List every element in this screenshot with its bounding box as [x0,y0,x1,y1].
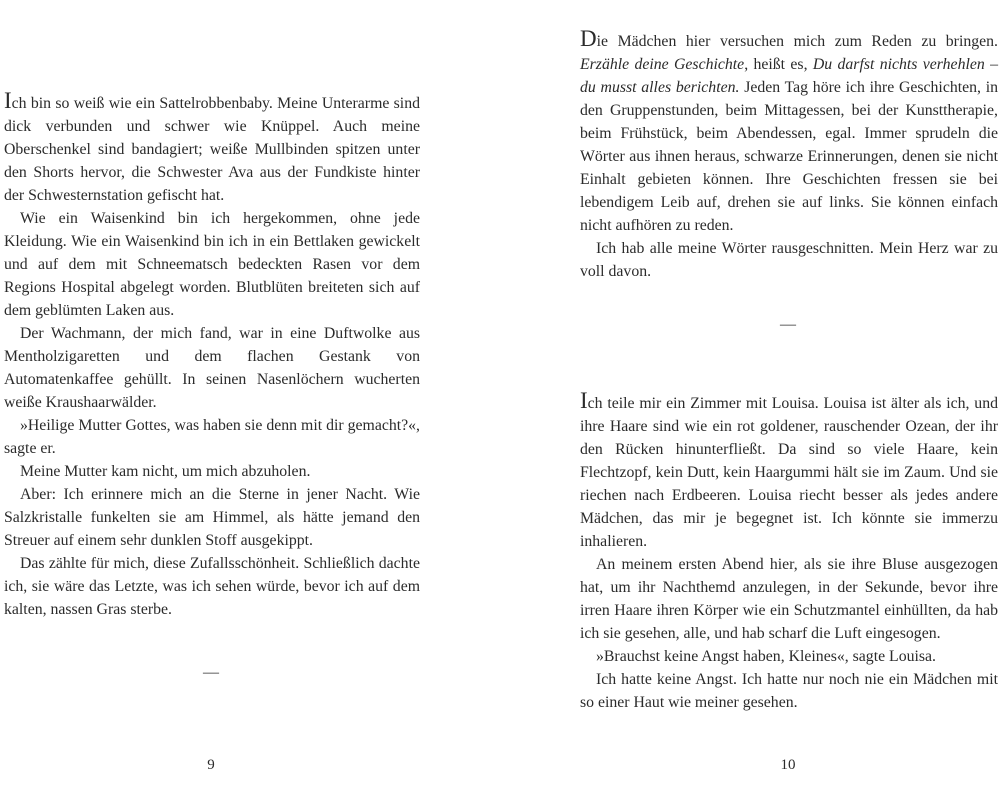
page-number: 9 [207,757,215,773]
drop-cap: D [580,26,597,51]
paragraph: Der Wachmann, der mich fand, war in eine Duftwolke aus Mentholzigaretten und dem flachen Gestank von Automatenkaffee gehüllt. In seinen Nasenlöchern wucherten weiße Kraushaarwälder. [4,325,420,411]
section-separator: — [780,316,796,333]
paragraph: Wie ein Waisenkind bin ich hergekommen, ohne jede Kleidung. Wie ein Waisenkind bin ich in ein Bettlaken gewickelt und auf dem mit Schneematsch bedeckten Rasen vor dem Regions Hospital abgelegt worden. Blutblüten breiteten sich auf dem geblümten Laken aus. [4,210,420,319]
right-page-section-2 [580,388,998,714]
drop-cap: I [4,88,12,113]
paragraph: Ich hab alle meine Wörter rausgeschnitten. Mein Herz war zu voll davon. [580,240,998,280]
section-separator: — [203,664,219,681]
paragraph: Die Mädchen hier versuchen mich zum Reden zu bringen. Erzähle deine Geschichte, heißt es, Du darfst nichts verhehlen – du musst alles berichten. Jeden Tag höre ich ihre Geschichten, in den Gruppenstunden, beim Mittagessen, bei der Kunsttherapie, beim Frühstück, beim Abendessen, egal. Immer sprudeln die Wörter aus ihnen heraus, schwarze Erinnerungen, denen sie nicht Einhalt gebieten können. Ihre Geschichten fressen sie bei lebendigem Leib auf, drehen sie auf links. Sie können einfach nicht aufhören zu reden. [580,26,998,234]
paragraph: Ich hatte keine Angst. Ich hatte nur noch nie ein Mädchen mit so einer Haut wie meiner gesehen. [580,671,998,711]
right-page-section-1 [580,26,998,283]
paragraph: Das zählte für mich, diese Zufallsschönheit. Schließlich dachte ich, sie wäre das Letzte, was ich sehen würde, bevor ich auf dem kalten, nassen Gras sterbe. [4,555,420,618]
paragraph: »Heilige Mutter Gottes, was haben sie denn mit dir gemacht?«, sagte er. [4,417,420,457]
paragraph: Meine Mutter kam nicht, um mich abzuholen. [20,463,311,480]
paragraph: Ich bin so weiß wie ein Sattelrobbenbaby. Meine Unterarme sind dick verbunden und schwer wie Knüppel. Auch meine Oberschenkel sind bandagiert; weiße Mullbinden spitzen unter den Shorts hervor, die Schwester Ava aus der Fundkiste hinter der Schwesternstation gefischt hat. [4,88,420,204]
paragraph: An meinem ersten Abend hier, als sie ihre Bluse ausgezogen hat, um ihr Nachthemd anzulegen, in der Sekunde, bevor ihre irren Haare ihren Körper wie ein Schutzmantel einhüllten, da hab ich sie gesehen, alle, und hab scharf die Luft eingesogen. [580,556,998,642]
drop-cap: I [580,388,588,413]
paragraph: Ich teile mir ein Zimmer mit Louisa. Louisa ist älter als ich, und ihre Haare sind wie ein rot goldener, rauschender Ozean, der ihr den Rücken hinunterfließt. Da sind so viele Haare, kein Flechtzopf, kein Dutt, kein Haargummi hält sie im Zaum. Und sie riechen nach Erdbeeren. Louisa riecht besser als jedes andere Mädchen, das mir je begegnet ist. Ich könnte sie immerzu inhalieren. [580,388,998,550]
paragraph: »Brauchst keine Angst haben, Kleines«, sagte Louisa. [596,648,936,665]
paragraph: Aber: Ich erinnere mich an die Sterne in jener Nacht. Wie Salzkristalle funkelten sie am Himmel, als hätte jemand den Streuer auf einem sehr dunklen Stoff ausgekippt. [4,486,420,549]
page-number: 10 [780,757,796,773]
right-page [500,0,1000,800]
left-page-text [4,88,420,621]
